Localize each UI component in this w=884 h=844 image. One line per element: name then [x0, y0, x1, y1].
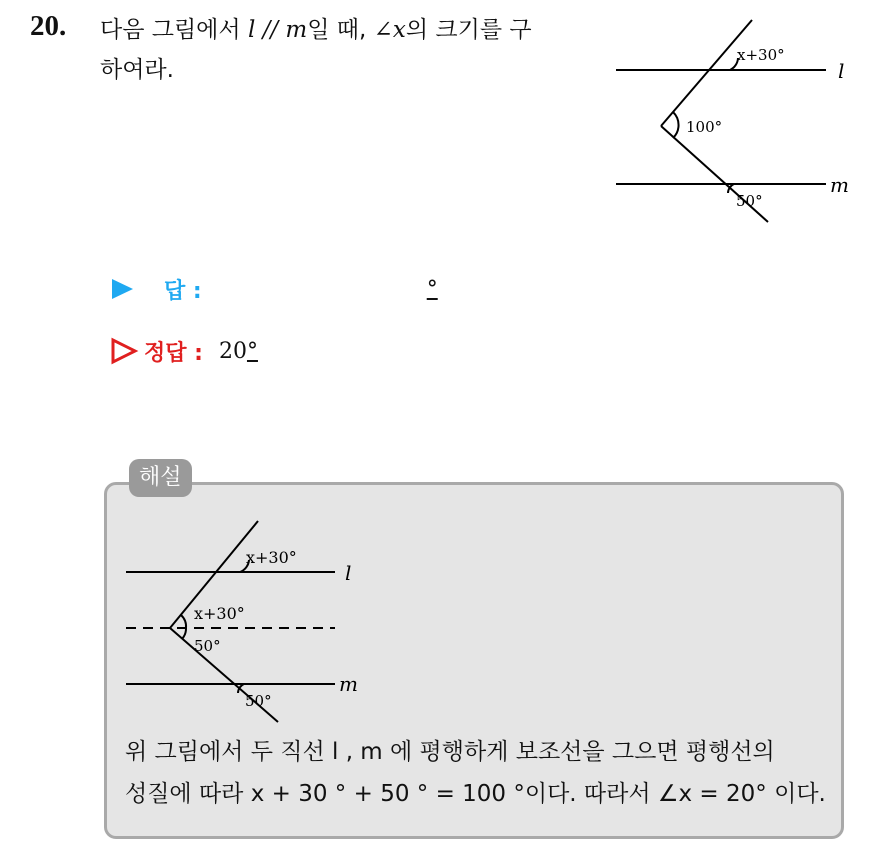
- exp-angle-top: x+30°: [246, 548, 297, 567]
- angle-notation: ∠x: [373, 17, 406, 43]
- question-line-2: 하여라.: [100, 57, 174, 83]
- main-angle-bottom: 50°: [736, 192, 763, 210]
- exp-angle-bottom: 50°: [245, 692, 272, 710]
- answer-label: 답 :: [164, 278, 202, 304]
- explanation-text: [125, 731, 840, 815]
- main-label-l: l: [838, 59, 845, 83]
- main-label-m: m: [830, 173, 849, 197]
- exp-arc-mid-lower: [182, 628, 186, 639]
- correct-unit: °: [246, 338, 258, 364]
- exp-arc-mid-upper: [181, 615, 186, 628]
- correct-value: 20: [218, 338, 247, 364]
- explanation-line-1: 위 그림에서 두 직선 l , m 에 평행하게 보조선을 그으면 평행선의: [125, 739, 775, 765]
- main-angle-top: x+30°: [737, 46, 785, 64]
- exp-label-l: l: [345, 561, 352, 585]
- answer-unit: °: [426, 276, 438, 302]
- explanation-tab: 해설: [129, 459, 192, 497]
- exp-angle-mid-upper: x+30°: [194, 604, 245, 623]
- parallel-notation: l // m: [247, 17, 308, 43]
- exp-label-m: m: [339, 672, 358, 696]
- question-line-1: 다음 그림에서 l // m일 때, ∠x의 크기를 구: [100, 17, 532, 43]
- explanation-line-2: 성질에 따라 x + 30 ° + 50 ° = 100 °이다. 따라서 ∠x = 20° 이다.: [125, 781, 826, 807]
- correct-label: 정답 :: [144, 340, 203, 366]
- exp-angle-mid-lower: 50°: [194, 637, 221, 655]
- main-angle-middle: 100°: [686, 118, 723, 136]
- question-number: 20.: [30, 10, 67, 42]
